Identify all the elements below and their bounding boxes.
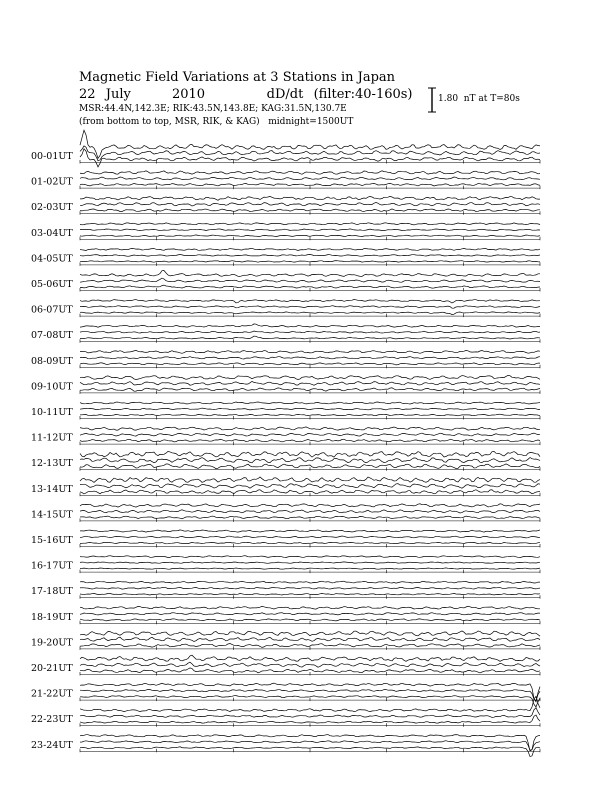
trace-msr <box>80 209 540 212</box>
scale-bar <box>428 88 436 112</box>
hour-row <box>31 130 540 167</box>
hour-label: 02-03UT <box>31 202 73 214</box>
trace-msr <box>80 439 540 442</box>
hour-label: 17-18UT <box>31 586 73 598</box>
trace-msr <box>80 363 540 365</box>
trace-kag <box>80 451 540 457</box>
trace-rik <box>80 255 540 257</box>
trace-rik <box>80 562 540 563</box>
hour-label: 19-20UT <box>31 637 73 649</box>
trace-rik <box>80 408 540 410</box>
trace-rik <box>80 203 540 207</box>
hour-row <box>31 223 540 241</box>
trace-kag <box>80 655 540 661</box>
trace-kag <box>80 324 540 327</box>
hour-label: 06-07UT <box>31 304 73 316</box>
trace-msr <box>80 285 540 288</box>
trace-rik <box>80 587 540 589</box>
trace-kag <box>80 556 540 558</box>
trace-kag <box>80 171 540 175</box>
trace-kag <box>80 271 540 277</box>
hour-row <box>31 375 540 394</box>
hour-row <box>31 402 540 420</box>
hour-label: 23-24UT <box>31 739 73 751</box>
trace-kag <box>80 375 540 379</box>
hour-label: 05-06UT <box>31 279 73 290</box>
trace-rik <box>80 510 540 513</box>
trace-rik <box>80 662 540 667</box>
hour-row <box>31 350 540 368</box>
chart-title: Magnetic Field Variations at 3 Stations in Japan <box>79 70 396 85</box>
hour-row <box>31 504 540 522</box>
trace-msr <box>80 261 540 263</box>
hour-row <box>31 530 540 548</box>
hour-row <box>31 683 540 707</box>
trace-msr <box>80 568 540 569</box>
trace-kag <box>80 504 540 507</box>
hour-label: 14-15UT <box>31 509 73 521</box>
trace-msr <box>80 414 540 416</box>
hour-rows <box>31 130 540 756</box>
hour-label: 20-21UT <box>31 663 73 674</box>
hour-row <box>31 300 540 318</box>
trace-kag <box>80 477 540 482</box>
trace-msr <box>80 593 540 595</box>
hour-label: 00-01UT <box>31 151 73 162</box>
trace-rik <box>80 381 540 385</box>
hour-row <box>31 696 540 726</box>
trace-rik <box>80 536 540 538</box>
hour-row <box>31 477 540 496</box>
trace-kag <box>80 130 540 158</box>
trace-msr <box>80 542 540 544</box>
hour-label: 18-19UT <box>31 611 73 623</box>
filter-text: (filter:40-160s) <box>313 87 413 102</box>
trace-rik <box>80 458 540 463</box>
hour-row <box>31 451 540 470</box>
trace-rik <box>80 177 540 180</box>
hour-row <box>31 427 540 445</box>
trace-msr <box>80 235 540 237</box>
hour-row <box>31 324 540 343</box>
scale-bar-label: 1.80 nT at T=80s <box>438 94 520 104</box>
trace-kag <box>80 223 540 225</box>
hour-row <box>31 171 540 189</box>
trace-msr <box>80 619 540 621</box>
trace-rik <box>80 229 540 231</box>
trace-msr <box>80 516 540 519</box>
hour-row <box>31 196 540 214</box>
hour-label: 12-13UT <box>31 458 73 470</box>
trace-rik <box>80 306 540 309</box>
hour-label: 11-12UT <box>31 432 73 444</box>
trace-kag <box>80 300 540 304</box>
hour-label: 16-17UT <box>31 560 73 572</box>
hour-row <box>31 655 540 675</box>
hour-label: 09-10UT <box>31 381 73 393</box>
trace-kag <box>80 530 540 532</box>
trace-rik <box>80 433 540 436</box>
hour-row <box>31 606 540 624</box>
hour-label: 08-09UT <box>31 355 73 367</box>
trace-kag <box>80 248 540 250</box>
trace-kag <box>80 735 540 752</box>
hour-row <box>31 735 540 757</box>
trace-rik <box>80 741 540 751</box>
trace-msr <box>80 696 540 707</box>
trace-kag <box>80 581 540 583</box>
trace-kag <box>80 606 540 609</box>
trace-kag <box>80 427 540 430</box>
order-note-line: (from bottom to top, MSR, RIK, & KAG) midnight=1500UT <box>79 117 354 127</box>
quantity-text: dD/dt <box>266 87 304 102</box>
trace-msr <box>80 183 540 186</box>
trace-rik <box>80 637 540 641</box>
trace-rik <box>80 484 540 489</box>
trace-rik <box>80 708 540 718</box>
trace-msr <box>80 336 540 339</box>
trace-rik <box>80 613 540 615</box>
hour-row <box>31 271 540 292</box>
hour-label: 10-11UT <box>31 407 73 418</box>
hour-label: 21-22UT <box>31 688 73 700</box>
trace-kag <box>80 196 540 200</box>
hour-label: 03-04UT <box>31 227 73 239</box>
hour-label: 04-05UT <box>31 253 73 265</box>
hour-label: 01-02UT <box>31 176 73 188</box>
hour-row <box>31 631 540 650</box>
trace-kag <box>80 631 540 636</box>
hour-label: 07-08UT <box>31 330 73 342</box>
trace-rik <box>80 278 540 282</box>
hour-row <box>31 248 540 266</box>
hour-label: 13-14UT <box>31 483 73 495</box>
hour-row <box>31 556 540 573</box>
trace-kag <box>80 402 540 404</box>
stations-line: MSR:44.4N,142.3E; RIK:43.5N,143.8E; KAG:31.5N,130.7E <box>79 104 347 114</box>
hour-row <box>31 581 540 599</box>
date-text: 22 July <box>79 87 131 102</box>
trace-kag <box>80 350 540 353</box>
year-text: 2010 <box>171 87 206 102</box>
trace-rik <box>80 331 540 333</box>
hour-label: 15-16UT <box>31 535 73 546</box>
trace-rik <box>80 357 540 359</box>
hour-label: 22-23UT <box>31 714 73 726</box>
